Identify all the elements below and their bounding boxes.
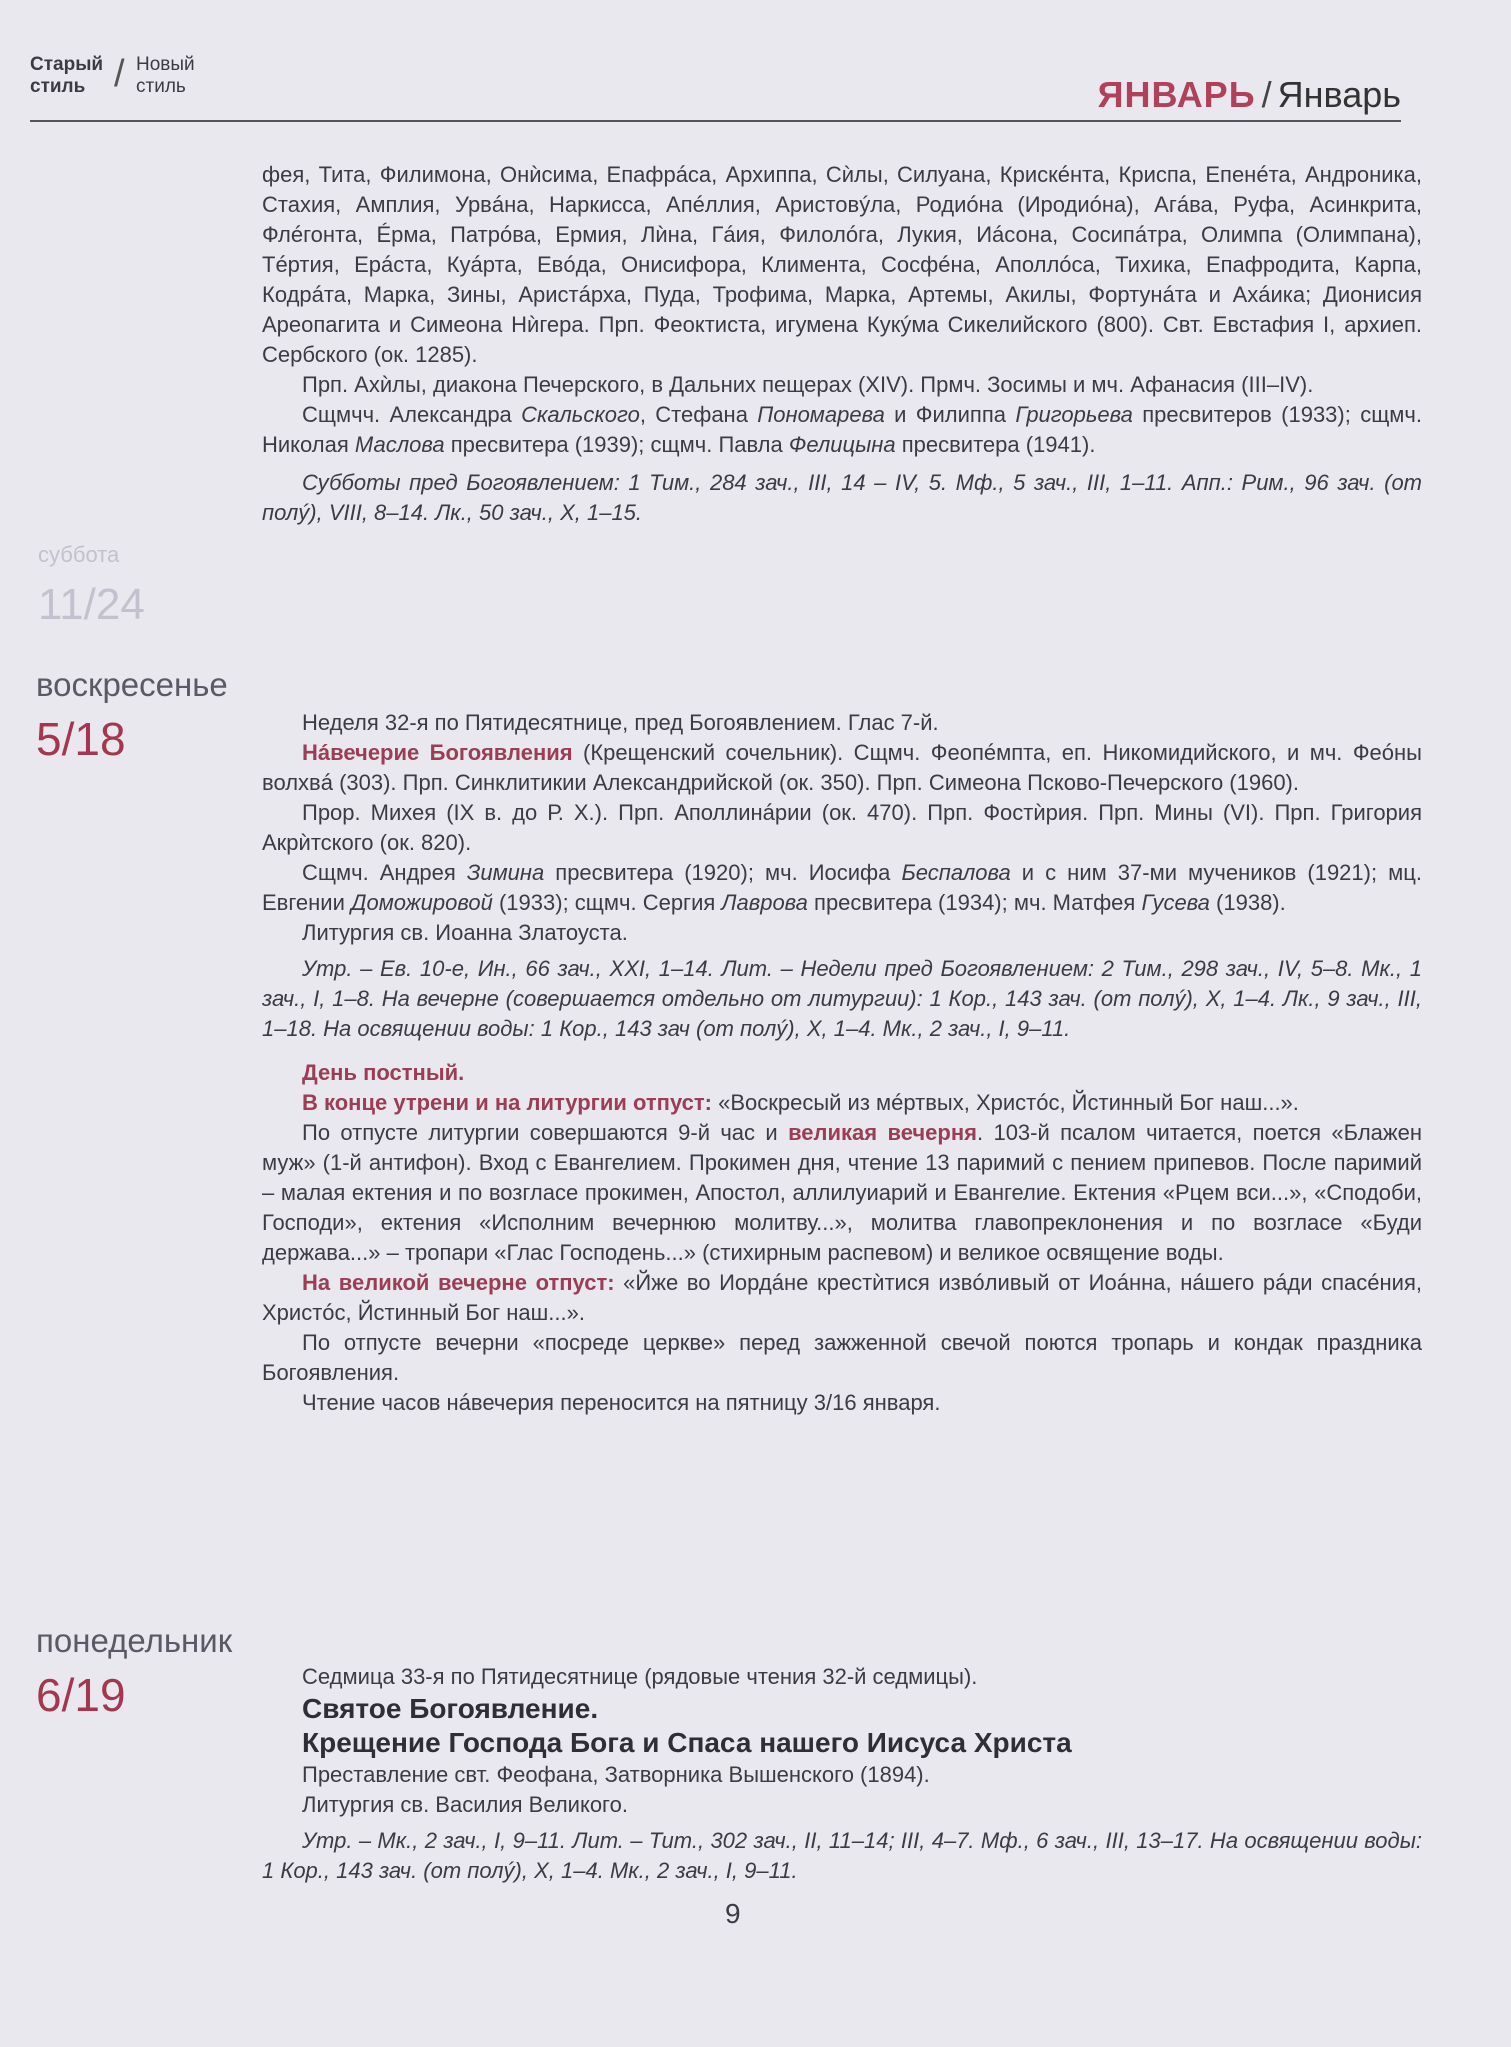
readings-paragraph: Субботы пред Богоявлением: 1 Тим., 284 зач., III, 14 – IV, 5. Мф., 5 зач., III, 1–11. Апп.: Рим., 96 зач. (от полý), VIII, 8–14. Лк., 50 зач., X, 1–15. [262,470,1422,525]
week-line: Седмица 33-я по Пятидесятнице (рядовые чтения 32-й седмицы). [302,1664,978,1689]
new-martyrs-paragraph: Сщмчч. Александра Скальского, Стефана Пономарева и Филиппа Григорьева пресвитеров (1933); сщмч. Николая Маслова пресвитера (1939); сщмч. Павла Фелицына пресвитера (1941). [262,402,1422,457]
style-slash: / [114,53,125,95]
readings-paragraph: Утр. – Мк., 2 зач., I, 9–11. Лит. – Тит., 302 зач., II, 11–14; III, 4–7. Мф., 6 зач., III, 13–17. На освящении воды: 1 Кор., 143 зач. (от полý), X, 1–4. Мк., 2 зач., I, 9–11. [262,1828,1422,1883]
new-style-label: Новый стиль [136,54,195,97]
month-church-slavonic: Январь [1277,74,1401,115]
saints-paragraph-2: Прп. Ахѝлы, диакона Печерского, в Дальних пещерах (XIV). Прмч. Зосимы и мч. Афанасия (III–IV). [302,372,1314,397]
day-of-week-sunday: воскресенье [36,666,228,703]
troparion-paragraph: По отпусте вечерни «посреде церкве» перед зажженной свечой поются тропарь и кондак праздника Богоявления. [262,1330,1422,1385]
feast-paragraph: Нáвечерие Богоявления (Крещенский сочельник). Сщмч. Феопéмпта, еп. Никомидийского, и мч. Феóны волхвá (303). Прп. Синклитикии Александрийской (ок. 350). Прп. Симеона Псково-Печерского (1960). [262,740,1422,795]
month-title [1098,74,1401,116]
feast-title: Святое Богоявление. [302,1693,599,1724]
entry-monday [262,1662,1422,1886]
liturgy-line: Литургия св. Иоанна Златоуста. [302,920,628,945]
page-number: 9 [725,1898,741,1929]
bleed-through-day: суббота [38,542,120,567]
bleed-through-date: 11/24 [38,580,145,629]
entry-sunday [262,708,1422,1418]
saints-paragraph: Прор. Михея (IX в. до Р. Х.). Прп. Аполлинáрии (ок. 470). Прп. Фостѝрия. Прп. Мины (VI). Прп. Григория Акрѝтского (ок. 820). [262,800,1422,855]
vespers-dismissal-paragraph: На великой вечерне отпуст: «Йже во Иордáне крестѝтися извóливый от Иоáнна, нáшего рáди спасéния, Христóс, Йстинный Бог наш...». [262,1270,1422,1325]
fast-day-line: День постный. [302,1060,465,1085]
saints-list: фея, Тита, Филимона, Онѝсима, Епафрáса, Архиппа, Сѝлы, Силуана, Крискéнта, Криспа, Епенéта, Андроника, Стахия, Амплия, Урвáна, Наркисса, Апéллия, Аристовýла, Родиóна (Иродиóна), Агáва, Руфа, Асинкрита, Флéгонта, Éрма, Патрóва, Ермия, Лѝна, Гáия, Филолóга, Лукия, Иáсона, Сосипáтра, Олимпа (Олимпана), Тéртия, Ерáста, Куáрта, Евóда, Онисифора, Климента, Сосфéна, Аполлóса, Тихика, Епафродита, Карпа, Кодрáта, Марка, Зины, Аристáрха, Пуда, Трофима, Марка, Артемы, Акилы, Фортунáта и Ахáика; Дионисия Ареопагита и Симеона Нѝгера. Прп. Феоктиста, игумена Кукýма Сикелийского (800). Свт. Евстафия I, архиеп. Сербского (ок. 1285). [262,162,1422,367]
month-separator: / [1261,74,1272,115]
header-rule [30,120,1401,122]
dismissal-paragraph: В конце утрени и на литургии отпуст: «Воскресый из мéртвых, Христóс, Йстинный Бог наш...». [302,1090,1299,1115]
readings-paragraph: Утр. – Ев. 10-е, Ин., 66 зач., XXI, 1–14. Лит. – Недели пред Богоявлением: 2 Тим., 298 зач., IV, 5–8. Мк., 1 зач., I, 1–8. На вечерне (совершается отдельно от литургии): 1 Кор., 143 зач. (от полý), X, 1–4. Лк., 9 зач., III, 1–18. На освящении воды: 1 Кор., 143 зач (от полý), X, 1–4. Мк., 2 зач., I, 9–11. [262,956,1422,1041]
hours-note: Чтение часов нáвечерия переносится на пятницу 3/16 января. [302,1390,941,1415]
liturgy-line: Литургия св. Василия Великого. [302,1792,628,1817]
vespers-paragraph: По отпусте литургии совершаются 9-й час и великая вечерня. 103-й псалом читается, поется «Блажен муж» (1-й антифон). Вход с Евангелием. Прокимен дня, чтение 13 паримий с пением припевов. После паримий – малая ектения и по возгласе прокимен, Апостол, аллилуиарий и Евангелие. Ектения «Рцем вси...», «Сподоби, Господи», ектения «Исполним вечернюю молитву...», молитва главопреклонения и по возгласе «Буди держава...» – тропари «Глас Господень...» (стихирным распевом) и великое освящение воды. [262,1120,1422,1265]
week-line: Неделя 32-я по Пятидесятнице, пред Богоявлением. Глас 7-й. [302,710,939,735]
repose-line: Преставление свт. Феофана, Затворника Вышенского (1894). [302,1762,930,1787]
old-style-label: Старый стиль [30,54,104,97]
new-martyrs-paragraph: Сщмч. Андрея Зимина пресвитера (1920); мч. Иосифа Беспалова и с ним 37-ми мучеников (1921); мц. Евгении Доможировой (1933); сщмч. Сергия Лаврова пресвитера (1934); мч. Матфея Гусева (1938). [262,860,1422,915]
feast-subtitle: Крещение Господа Бога и Спаса нашего Иисуса Христа [302,1727,1072,1758]
entry-continued [262,160,1422,528]
day-of-week-monday: понедельник [36,1622,233,1659]
date-monday: 6/19 [36,1669,126,1721]
date-sunday: 5/18 [36,713,126,765]
month-russian: ЯНВАРЬ [1097,74,1256,115]
